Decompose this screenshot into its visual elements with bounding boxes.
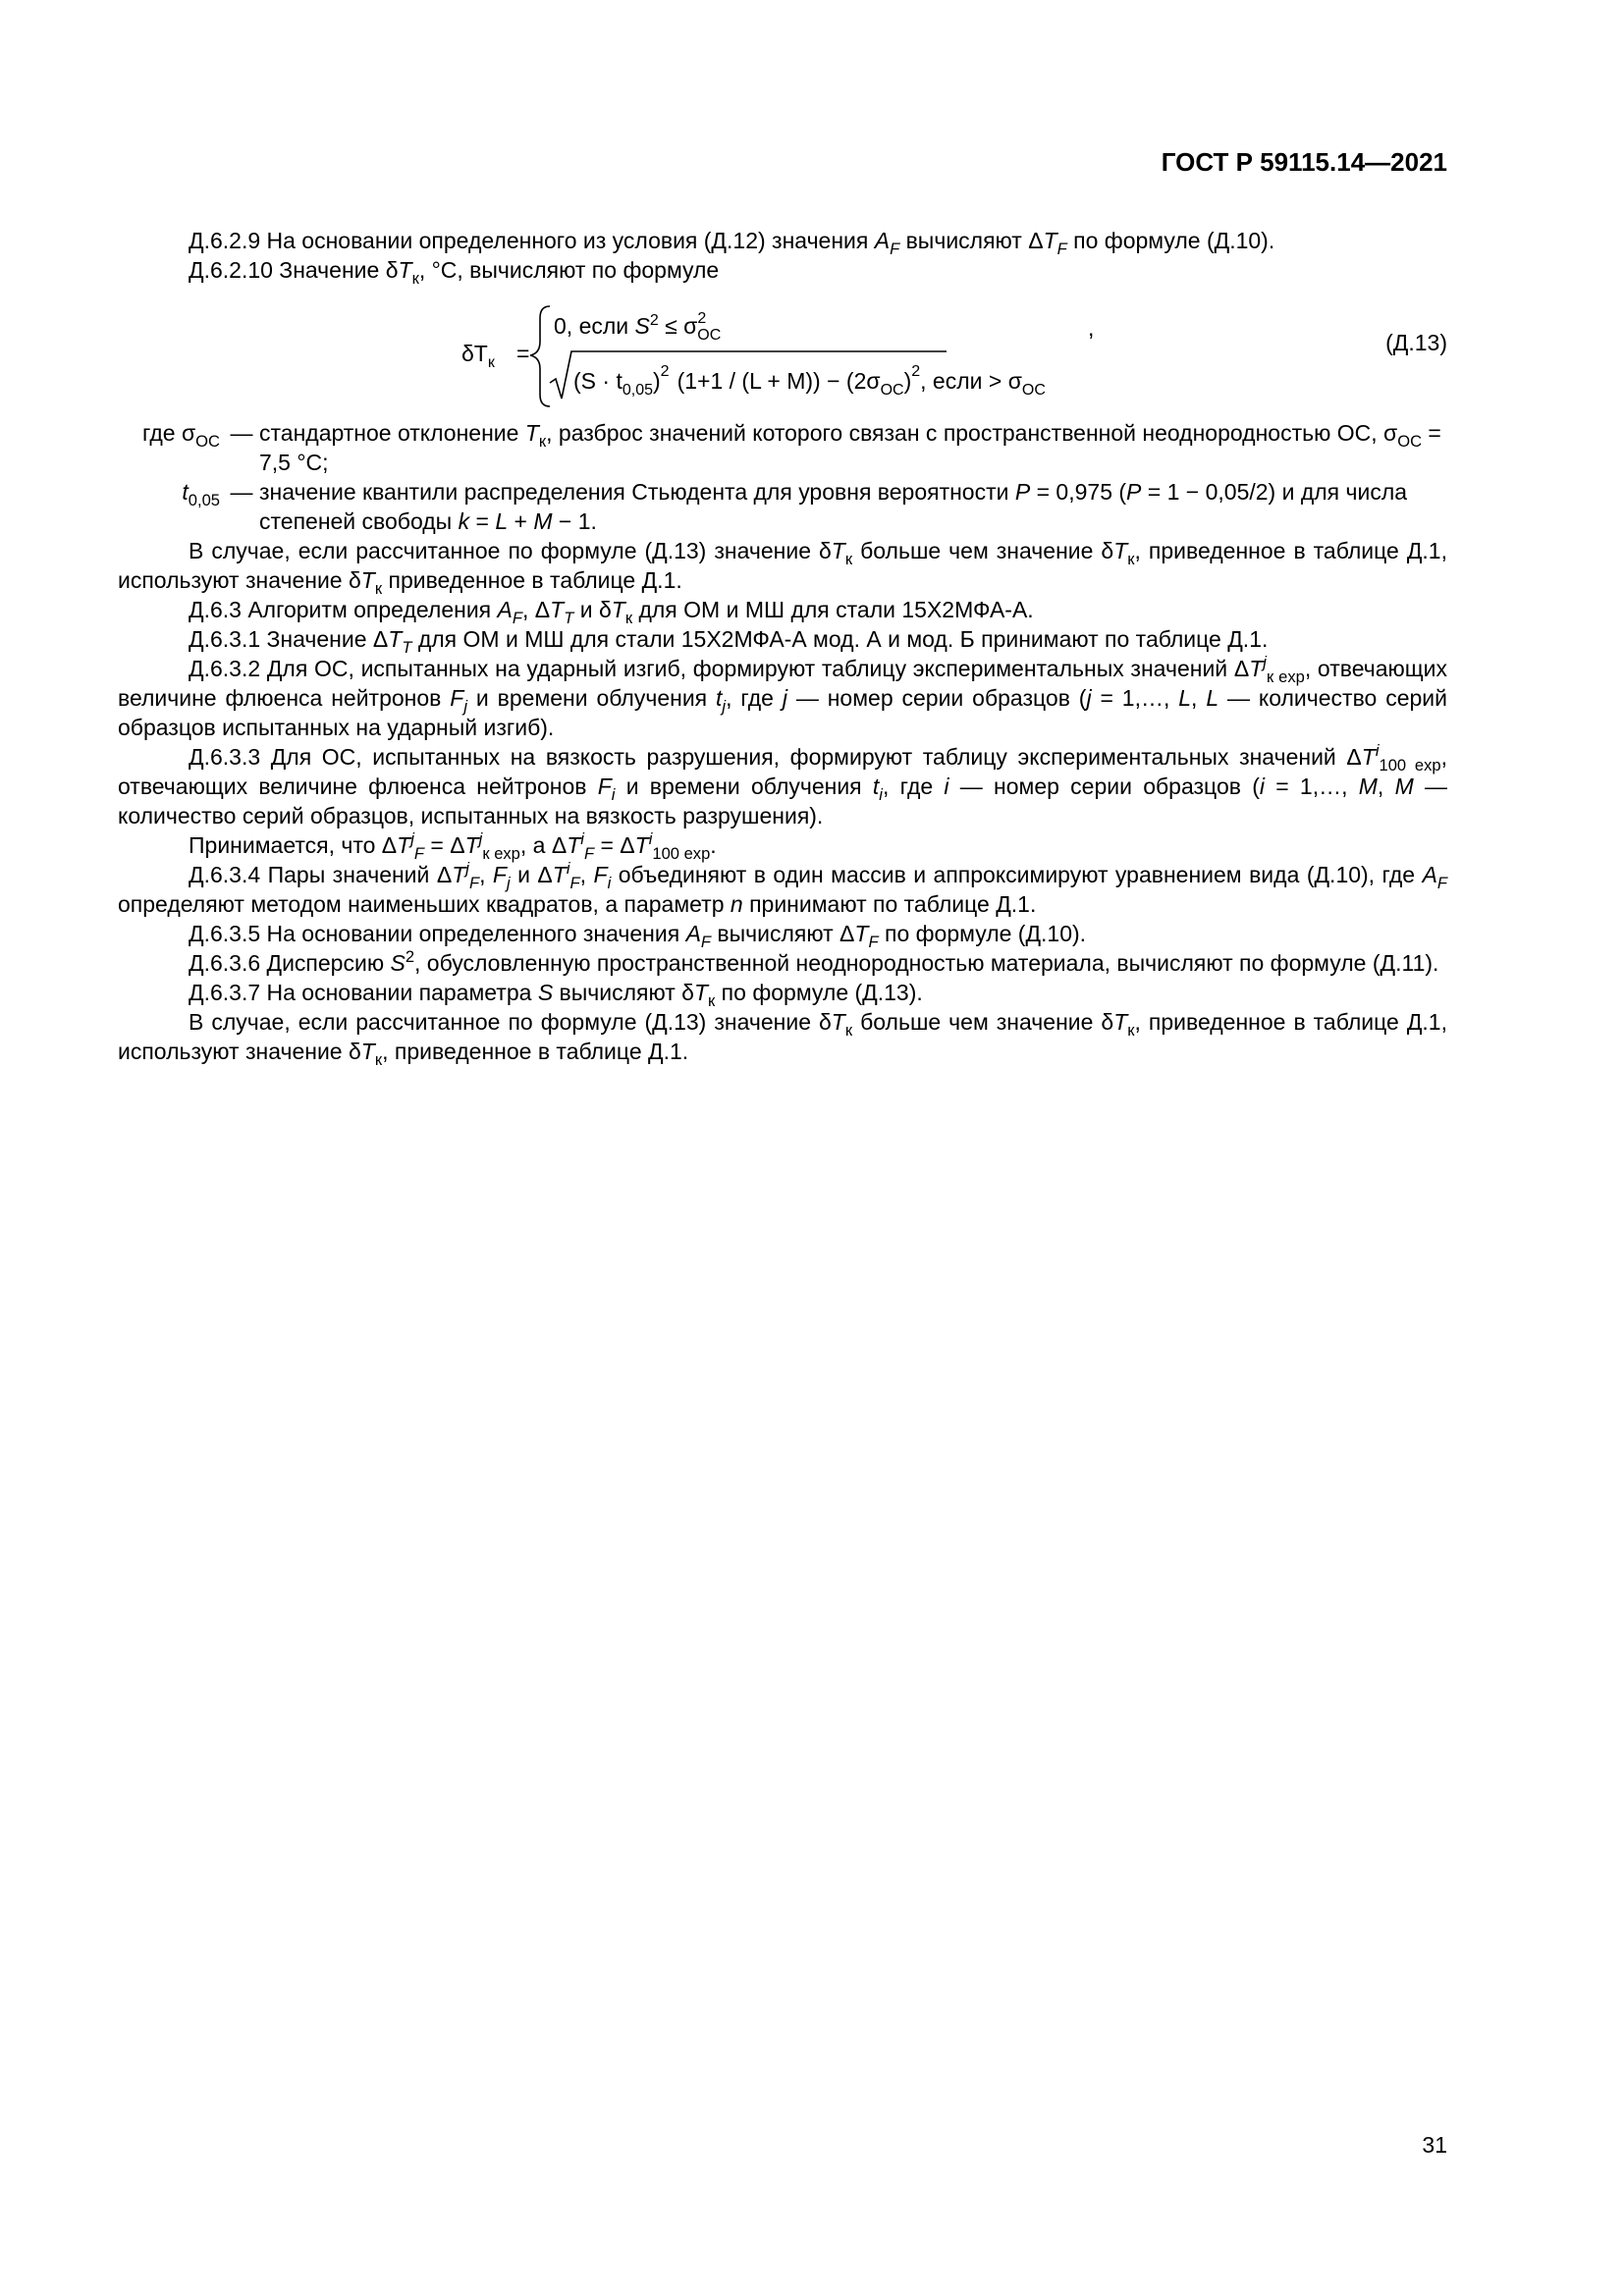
- formula-case1: 0, если $S^2 \le \sigma^2$ ОС: [554, 310, 722, 344]
- formula-case2: $(S \cdot t_{0,05})^2$ $(1+1 / (L + M)) - (2\sigma_{ОС})^2$, если > $\sigma_{ОС}$: [573, 363, 1046, 399]
- formula-brace: [530, 306, 550, 406]
- paragraph-assumption: Принимается, что $\Delta T^j_F = \Delta T^j_{к exp}$, а $\Delta T^i_F = \Delta T^i_{100 exp}$.: [189, 828, 717, 863]
- paragraph-d6-3-1: Д.6.3.1 Значение $\Delta T_T$ для ОМ и МШ для стали 15Х2МФА-А мод. А и мод. Б принимают по таблице Д.1.: [189, 626, 1269, 657]
- document-header: ГОСТ Р 59115.14—2021: [1161, 147, 1447, 177]
- formula-comma: ,: [1088, 315, 1095, 341]
- where-t-symbol: $t_{0,05}$: [182, 479, 220, 509]
- formula-equals: =: [516, 341, 530, 366]
- body-text: [118, 226, 1448, 1069]
- formula-d13: [118, 293, 1447, 408]
- paragraph-case-2: В случае, если рассчитанное по формуле (Д.13) значение $\delta T_к$ больше чем значение $\delta T_к$, приведенное в таблице Д.1, используют значение $\delta T_к$, приведенное в таблице Д.1.: [118, 1009, 1447, 1069]
- formula-graphic: [118, 293, 1447, 408]
- paragraph-d6-2-9: Д.6.2.9 На основании определенного из условия (Д.12) значения $A_F$ вычисляют $\Delta T_F$ по формуле (Д.10).: [189, 228, 1275, 258]
- paragraph-case-1: В случае, если рассчитанное по формуле (Д.13) значение $\delta T_к$ больше чем значение $\delta T_к$, приведенное в таблице Д.1, используют значение $\delta T_к$ приведенное в таблице Д.1.: [118, 538, 1447, 598]
- paragraph-d6-3-3: Д.6.3.3 Для ОС, испытанных на вязкость разрушения, формируют таблицу экспериментальных значений $\Delta T^i_{100 exp}$, отвечающих величине флюенса нейтронов $F_i$ и времени облучения $t_i$, где i — номер серии образцов (i = 1,…, M, M — количество серий образцов, испытанных на вязкость разрушения).: [118, 740, 1447, 828]
- paragraph-d6-2-10: Д.6.2.10 Значение $\delta T_к$, °С, вычисляют по формуле: [189, 257, 720, 288]
- formula-lhs: $\delta T_к$: [461, 341, 495, 371]
- paragraph-d6-3-7: Д.6.3.7 На основании параметра S вычисляют $\delta T_к$ по формуле (Д.13).: [189, 980, 923, 1010]
- where-label: где $\sigma_{ОС}$: [142, 420, 220, 451]
- where-t-definition: значение квантили распределения Стьюдента для уровня вероятности P = 0,975 (P = 1 − 0,05/2) и для числа степеней свободы k = L + M − 1.: [259, 479, 1408, 534]
- paragraph-d6-3-4: Д.6.3.4 Пары значений $\Delta T^j_F$, $F_j$ и $\Delta T^i_F$, $F_i$ объединяют в один массив и аппроксимируют уравнением вида (Д.10), где $A_F$ определяют методом наименьших квадратов, а параметр n принимают по таблице Д.1.: [118, 858, 1448, 917]
- formula-number: (Д.13): [1385, 330, 1447, 355]
- paragraph-d6-3-5: Д.6.3.5 На основании определенного значения $A_F$ вычисляют $\Delta T_F$ по формуле (Д.10).: [189, 921, 1087, 951]
- where-sigma-definition: стандартное отклонение $T_к$, разброс значений которого связан с пространственной неоднородностью ОС, $\sigma_{ОС} = 7,5$ °С;: [259, 420, 1441, 475]
- document-page: [118, 0, 1447, 2296]
- paragraph-d6-3-6: Д.6.3.6 Дисперсию $S^2$, обусловленную пространственной неоднородностью материала, вычисляют по формуле (Д.11).: [189, 946, 1439, 976]
- page-number: 31: [1422, 2132, 1447, 2158]
- where-definitions: [118, 418, 1447, 536]
- paragraph-d6-3: Д.6.3 Алгоритм определения $A_F$, $\Delta T_T$ и $\delta T_к$ для ОМ и МШ для стали 15Х2МФА-А.: [189, 597, 1034, 627]
- where-dash-2: —: [230, 479, 253, 505]
- where-dash: —: [230, 420, 253, 446]
- paragraph-d6-3-2: Д.6.3.2 Для ОС, испытанных на ударный изгиб, формируют таблицу экспериментальных значений $\Delta T^j_{к exp}$, отвечающих величине флюенса нейтронов $F_j$ и времени облучения $t_j$, где j — номер серии образцов (j = 1,…, L, L — количество серий образцов испытанных на ударный изгиб).: [118, 652, 1448, 740]
